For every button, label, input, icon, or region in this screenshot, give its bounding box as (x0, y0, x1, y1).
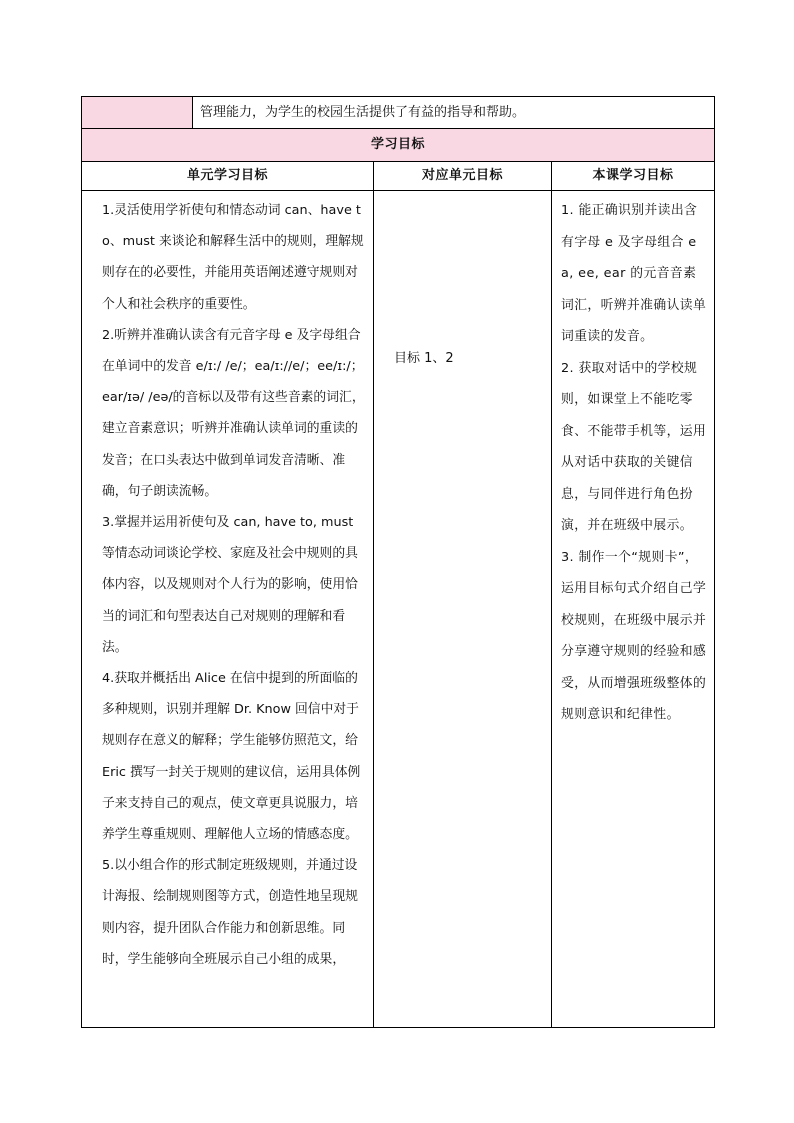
unit-goal-item: 3.掌握并运用祈使句及 can, have to, must 等情态动词谈论学校、家庭及社会中规则的具体内容，以及规则对个人行为的影响，使用恰当的词汇和句型表达自己对规则的理解和看法。 (102, 515, 358, 655)
mapped-goal-text: 目标 1、2 (394, 351, 454, 366)
unit-goal-item: 2.听辨并准确认读含有元音字母 e 及字母组合在单词中的发音 e/ɪ:/ /e/；ea/ɪ://e/；ee/ɪ:/；ear/ɪə/ /eə/的音标以及带有这些音素的词汇，建立音素意识；听辨并准确认读单词的重读的发音；在口头表达中做到单词发音清晰、准确，句子朗读流畅。 (102, 327, 365, 499)
table-row-headers (82, 162, 715, 191)
mapped-goals-cell (374, 191, 552, 1028)
table-row-content (82, 191, 715, 1028)
unit-goal-item: 1.灵活使用学祈使句和情态动词 can、have to、must 来谈论和解释生活中的规则，理解规则存在的必要性，并能用英语阐述遵守规则对个人和社会秩序的重要性。 (102, 203, 364, 312)
header-mapped-goals: 对应单元目标 (374, 162, 552, 191)
table-row-section-title (82, 129, 715, 162)
unit-goal-item: 5.以小组合作的形式制定班级规则，并通过设计海报、绘制规则图等方式，创造性地呈现规则内容，提升团队合作能力和创新思维。同时，学生能够向全班展示自己小组的成果， (102, 858, 358, 967)
learning-goals-table (81, 96, 715, 1028)
header-unit-goals: 单元学习目标 (82, 162, 374, 191)
lesson-goals-cell (552, 191, 715, 1028)
unit-goals-cell (82, 191, 374, 1028)
pink-label-cell (82, 97, 193, 129)
header-lesson-goals: 本课学习目标 (552, 162, 715, 191)
lesson-goal-item: 1. 能正确识别并读出含有字母 e 及字母组合 ea, ee, ear 的元音音素词汇，听辨并准确认读单词重读的发音。 (561, 203, 707, 344)
section-title: 学习目标 (82, 129, 715, 162)
lesson-goal-item: 3. 制作一个“规则卡”，运用目标句式介绍自己学校规则，在班级中展示并分享遵守规则的经验和感受，从而增强班级整体的规则意识和纪律性。 (561, 549, 707, 722)
lesson-goal-item: 2. 获取对话中的学校规则，如课堂上不能吃零食、不能带手机等，运用从对话中获取的关键信息，与同伴进行角色扮演，并在班级中展示。 (561, 360, 707, 533)
table-row-top (82, 97, 715, 129)
continued-text-cell: 管理能力，为学生的校园生活提供了有益的指导和帮助。 (193, 97, 715, 129)
unit-goal-item: 4.获取并概括出 Alice 在信中提到的所面临的多种规则，识别并理解 Dr. Know 回信中对于规则存在意义的解释；学生能够仿照范文，给 Eric 撰写一封关于规则的建议信，运用具体例子来支持自己的观点，使文章更具说服力，培养学生尊重规则、理解他人立场的情感态度。 (102, 671, 361, 843)
